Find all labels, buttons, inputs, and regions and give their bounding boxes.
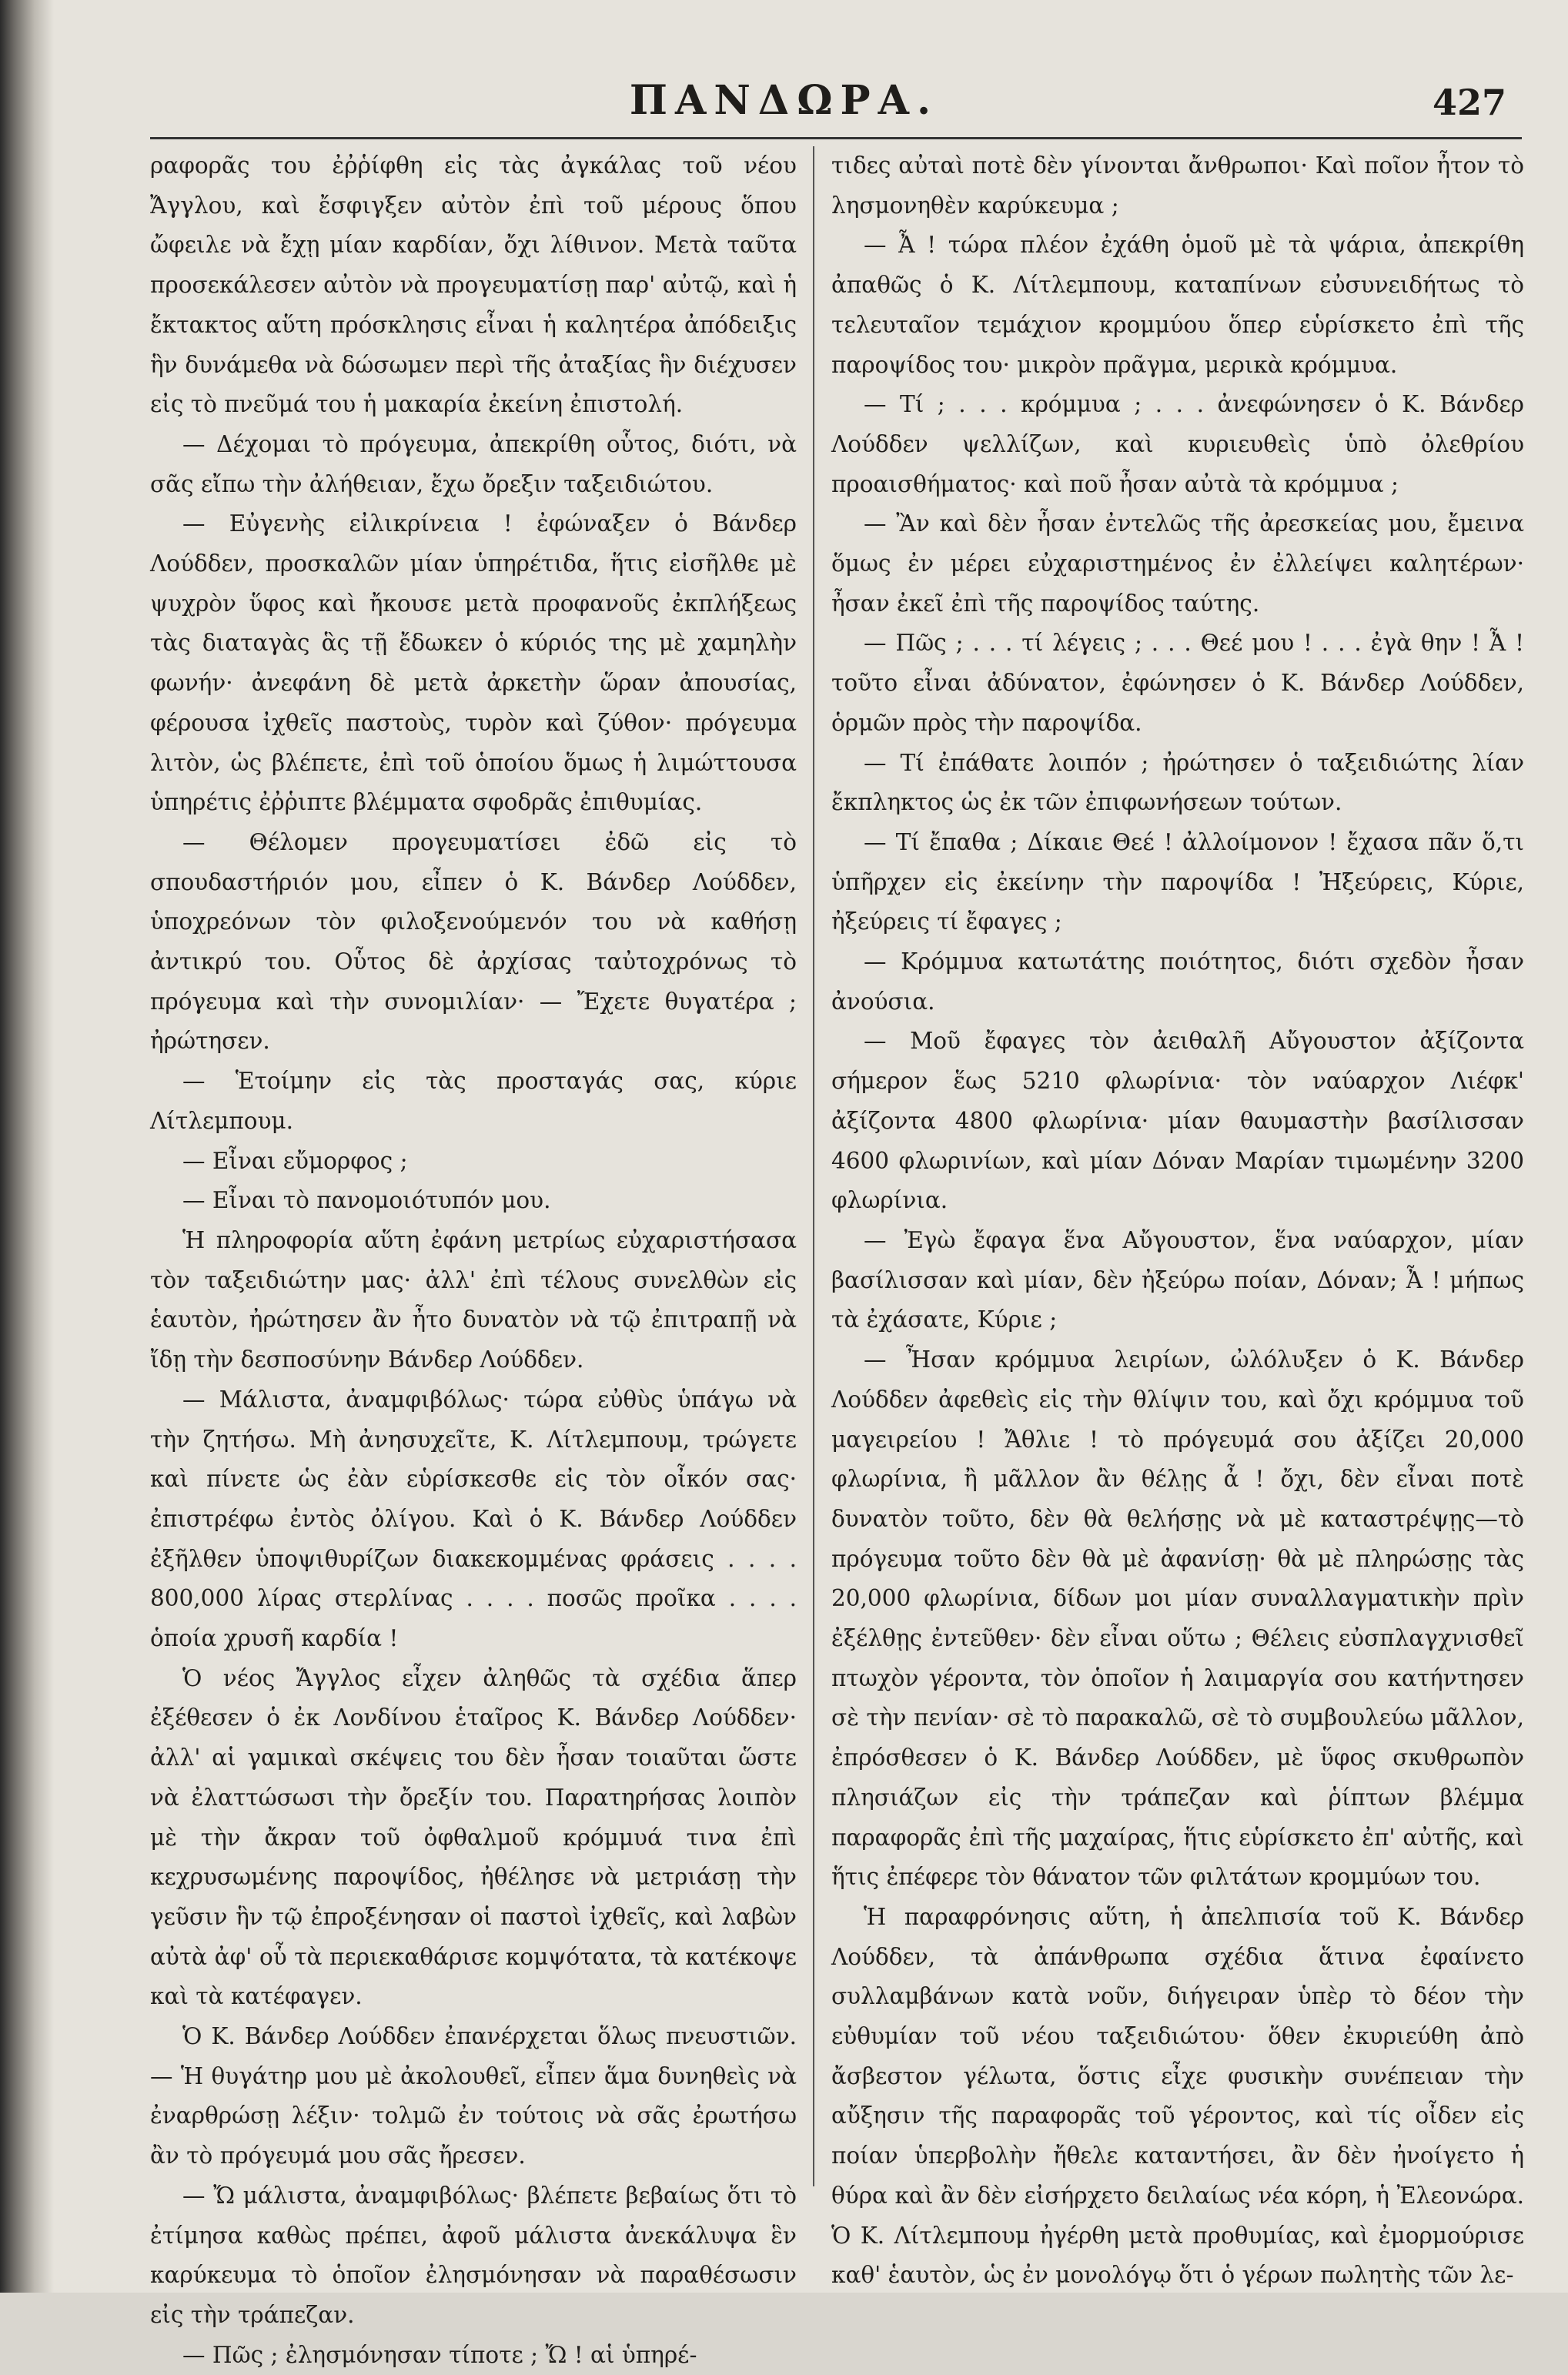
paragraph: — Τί ἔπαθα ; Δίκαιε Θεέ ! ἀλλοίμονον ! ἔχασα πᾶν ὅ,τι ὑπῆρχεν εἰς ἐκείνην τὴν παροψίδα ! Ἠξεύρεις, Κύριε, ἠξεύρεις τί ἔφαγες ; — [831, 828, 1524, 935]
paragraph: — Πῶς ; ἐλησμόνησαν τίποτε ; Ὤ ! αἱ ὑπηρέ- — [182, 2341, 697, 2368]
running-title: ΠΑΝΔΩΡΑ. — [629, 77, 939, 124]
paragraph: Ὁ Κ. Βάνδερ Λούδδεν ἐπανέρχεται ὅλως πνευστιῶν. — Ἡ θυγάτηρ μου μὲ ἀκολουθεῖ, εἶπεν ἅμα δυνηθεὶς νὰ ἐναρθρώσῃ λέξιν· τολμῶ ἐν τούτοις νὰ σᾶς ἐρωτήσω ἂν τὸ πρόγευμά μου σᾶς ἤρεσεν. — [150, 2023, 797, 2169]
paragraph: — Πῶς ; . . . τί λέγεις ; . . . Θεέ μου ! . . . ἐγὰ θην ! Ἆ ! τοῦτο εἶναι ἀδύνατον, ἐφώνησεν ὁ Κ. Βάνδερ Λούδδεν, ὁρμῶν πρὸς τὴν παροψίδα. — [831, 630, 1524, 736]
binding-shadow — [0, 0, 54, 2293]
paragraph: Ἡ πληροφορία αὕτη ἐφάνη μετρίως εὐχαριστήσασα τὸν ταξειδιώτην μας· ἀλλ' ἐπὶ τέλους συνελθὼν εἰς ἑαυτὸν, ἠρώτησεν ἂν ἦτο δυνατὸν νὰ τῷ ἐπιτραπῇ νὰ ἴδῃ τὴν δεσποσύνην Βάνδερ Λούδδεν. — [150, 1226, 797, 1373]
paragraph: — Ἐγὼ ἔφαγα ἕνα Αὔγουστον, ἕνα ναύαρχον, μίαν βασίλισσαν καὶ μίαν, δὲν ἠξεύρω ποίαν, Δόναν; Ἆ ! μήπως τὰ ἐχάσατε, Κύριε ; — [831, 1226, 1524, 1333]
paragraph: — Εὐγενὴς εἰλικρίνεια ! ἐφώναξεν ὁ Βάνδερ Λούδδεν, προσκαλῶν μίαν ὑπηρέτιδα, ἥτις εἰσῆλθε μὲ ψυχρὸν ὕφος καὶ ἤκουσε μετὰ προφανοῦς ἐκπλήξεως τὰς διαταγὰς ἃς τῇ ἔδωκεν ὁ κύριός της μὲ χαμηλὴν φωνήν· ἀνεφάνη δὲ μετὰ ἀρκετὴν ὥραν ἀπουσίας, φέρουσα ἰχθεῖς παστοὺς, τυρὸν καὶ ζύθον· πρόγευμα λιτὸν, ὡς βλέπετε, ἐπὶ τοῦ ὁποίου ὅμως ἡ λιμώττουσα ὑπηρέτις ἐῤῥιπτε βλέμματα σφοδρᾶς ἐπιθυμίας. — [150, 510, 797, 816]
paragraph: — Τί ; . . . κρόμμυα ; . . . ἀνεφώνησεν ὁ Κ. Βάνδερ Λούδδεν ψελλίζων, καὶ κυριευθεὶς ὑπὸ ὀλεθρίου προαισθήματος· καὶ ποῦ ἦσαν αὐτὰ τὰ κρόμμυα ; — [831, 391, 1524, 497]
paragraph: τιδες αὐταὶ ποτὲ δὲν γίνονται ἄνθρωποι· Καὶ ποῖον ἦτον τὸ λησμονηθὲν καρύκευμα ; — [831, 152, 1524, 219]
paragraph: — Ἑτοίμην εἰς τὰς προσταγάς σας, κύριε Λίτλεμπουμ. — [150, 1068, 797, 1134]
paragraph: — Τί ἐπάθατε λοιπόν ; ἠρώτησεν ὁ ταξειδιώτης λίαν ἔκπληκτος ὡς ἐκ τῶν ἐπιφωνήσεων τούτων. — [831, 749, 1524, 816]
paragraph: ραφορᾶς του ἐῤῥίφθη εἰς τὰς ἀγκάλας τοῦ νέου Ἄγγλου, καὶ ἔσφιγξεν αὐτὸν ἐπὶ τοῦ μέρους ὅπου ὤφειλε νὰ ἔχῃ μίαν καρδίαν, ὄχι λίθινον. Μετὰ ταῦτα προσεκάλεσεν αὐτὸν νὰ προγευματίσῃ παρ' αὐτῷ, καὶ ἡ ἔκτακτος αὕτη πρόσκλησις εἶναι ἡ καλητέρα ἀπόδειξις ἣν δυνάμεθα νὰ δώσωμεν περὶ τῆς ἀταξίας ἣν διέχυσεν εἰς τὸ πνεῦμά του ἡ μακαρία ἐκείνη ἐπιστολή. — [150, 152, 797, 418]
paragraph: — Δέχομαι τὸ πρόγευμα, ἀπεκρίθη οὗτος, διότι, νὰ σᾶς εἴπω τὴν ἀλήθειαν, ἔχω ὄρεξιν ταξειδιώτου. — [150, 430, 797, 497]
paragraph: — Μάλιστα, ἀναμφιβόλως· τώρα εὐθὺς ὑπάγω νὰ τὴν ζητήσω. Μὴ ἀνησυχεῖτε, Κ. Λίτλεμπουμ, τρώγετε καὶ πίνετε ὡς ἐὰν εὑρίσκεσθε εἰς τὸν οἶκόν σας· ἐπιστρέφω ἐντὸς ὀλίγου. Καὶ ὁ Κ. Βάνδερ Λούδδεν ἐξῆλθεν ὑποψιθυρίζων διακεκομμένας φράσεις . . . . 800,000 λίρας στερλίνας . . . . ποσῶς προῖκα . . . . ὁποία χρυσῆ καρδία ! — [150, 1386, 797, 1652]
page-number: 427 — [1432, 82, 1506, 123]
right-column — [831, 146, 1524, 2289]
paragraph: — Ἂν καὶ δὲν ἦσαν ἐντελῶς τῆς ἀρεσκείας μου, ἔμεινα ὅμως ἐν μέρει εὐχαριστημένος ἐν ἐλλείψει καλητέρων· ἦσαν ἐκεῖ ἐπὶ τῆς παροψίδος ταύτης. — [831, 510, 1524, 617]
left-column — [150, 146, 797, 2368]
column-divider — [813, 146, 814, 2186]
paragraph: — Κρόμμυα κατωτάτης ποιότητος, διότι σχεδὸν ἦσαν ἀνούσια. — [831, 948, 1524, 1015]
paragraph: — Εἶναι τὸ πανομοιότυπόν μου. — [182, 1187, 551, 1214]
paragraph: Ὁ νέος Ἄγγλος εἶχεν ἀληθῶς τὰ σχέδια ἅπερ ἐξέθεσεν ὁ ἐκ Λονδίνου ἑταῖρος Κ. Βάνδερ Λούδδεν· ἀλλ' αἱ γαμικαὶ σκέψεις του δὲν ἦσαν τοιαῦται ὥστε νὰ ἐλαττώσωσι τὴν ὄρεξίν του. Παρατηρήσας λοιπὸν μὲ τὴν ἄκραν τοῦ ὀφθαλμοῦ κρόμμυά τινα ἐπὶ κεχρυσωμένης παροψίδος, ἠθέλησε νὰ μετριάσῃ τὴν γεῦσιν ἣν τῷ ἐπροξένησαν οἱ παστοὶ ἰχθεῖς, καὶ λαβὼν αὐτὰ ἀφ' οὗ τὰ περιεκαθάρισε κομψότατα, τὰ κατέκοψε καὶ τὰ κατέφαγεν. — [150, 1664, 797, 2010]
paragraph: Ἡ παραφρόνησις αὕτη, ἡ ἀπελπισία τοῦ Κ. Βάνδερ Λούδδεν, τὰ ἀπάνθρωπα σχέδια ἅτινα ἐφαίνετο συλλαμβάνων κατὰ νοῦν, διήγειραν ὑπὲρ τὸ δέον τὴν εὐθυμίαν τοῦ νέου ταξειδιώτου· ὅθεν ἐκυριεύθη ἀπὸ ἄσβεστον γέλωτα, ὅστις εἶχε φυσικὴν συνέπειαν τὴν αὔξησιν τῆς παραφορᾶς τοῦ γέροντος, καὶ τίς οἶδεν εἰς ποίαν ὑπερβολὴν ἤθελε καταντήσει, ἂν δὲν ἠνοίγετο ἡ θύρα καὶ ἂν δὲν εἰσήρχετο δειλαίως νέα κόρη, ἡ Ἐλεονώρα. Ὁ Κ. Λίτλεμπουμ ἠγέρθη μετὰ προθυμίας, καὶ ἐμορμούρισε καθ' ἑαυτὸν, ὡς ἐν μονολόγῳ ὅτι ὁ γέρων πωλητὴς τῶν λε- — [831, 1903, 1524, 2289]
paragraph: — Ὤ μάλιστα, ἀναμφιβόλως· βλέπετε βεβαίως ὅτι τὸ ἐτίμησα καθὼς πρέπει, ἀφοῦ μάλιστα ἀνεκάλυψα ἓν καρύκευμα τὸ ὁποῖον ἐλησμόνησαν νὰ παραθέσωσιν εἰς τὴν τράπεζαν. — [150, 2182, 797, 2328]
paragraph: — Μοῦ ἔφαγες τὸν ἀειθαλῆ Αὔγουστον ἀξίζοντα σήμερον ἕως 5210 φλωρίνια· τὸν ναύαρχον Λιέφκ' ἀξίζοντα 4800 φλωρίνια· μίαν θαυμαστὴν βασίλισσαν 4600 φλωρινίων, καὶ μίαν Δόναν Μαρίαν τιμωμένην 3200 φλωρίνια. — [831, 1028, 1524, 1214]
header-rule — [150, 137, 1522, 139]
paragraph: — Θέλομεν προγευματίσει ἐδῶ εἰς τὸ σπουδαστήριόν μου, εἶπεν ὁ Κ. Βάνδερ Λούδδεν, ὑποχρεόνων τὸν φιλοξενούμενόν του νὰ καθήσῃ ἀντικρύ του. Οὗτος δὲ ἀρχίσας ταὐτοχρόνως τὸ πρόγευμα καὶ τὴν συνομιλίαν· — Ἔχετε θυγατέρα ; ἠρώτησεν. — [150, 828, 797, 1055]
paragraph: — Ἦσαν κρόμμυα λειρίων, ὠλόλυξεν ὁ Κ. Βάνδερ Λούδδεν ἀφεθεὶς εἰς τὴν θλίψιν του, καὶ ὄχι κρόμμυα τοῦ μαγειρείου ! Ἄθλιε ! τὸ πρόγευμά σου ἀξίζει 20,000 φλωρίνια, ἢ μᾶλλον ἂν θέλῃς ἆ ! ὄχι, δὲν εἶναι ποτὲ δυνατὸν τοῦτο, δὲν θὰ θελήσῃς νὰ μὲ καταστρέψῃς—τὸ πρόγευμα τοῦτο δὲν θὰ μὲ ἀφανίσῃ· θὰ μὲ πληρώσῃς τὰς 20,000 φλωρίνια, δίδων μοι μίαν συναλλαγματικὴν πρὶν ἐξέλθῃς ἐντεῦθεν· δὲν εἶναι οὕτω ; Θέλεις εὐσπλαγχνισθεῖ πτωχὸν γέροντα, τὸν ὁποῖον ἡ λαιμαργία σου κατήντησεν σὲ τὴν πενίαν· σὲ τὸ παρακαλῶ, σὲ τὸ συμβουλεύω μᾶλλον, ἐπρόσθεσεν ὁ Κ. Βάνδερ Λούδδεν, μὲ ὕφος σκυθρωπὸν πλησιάζων εἰς τὴν τράπεζαν καὶ ῥίπτων βλέμμα παραφορᾶς ἐπὶ τῆς μαχαίρας, ἥτις εὑρίσκετο ἐπ' αὐτῆς, καὶ ἥτις ἐπέφερε τὸν θάνατον τῶν φιλτάτων κρομμύων του. — [831, 1346, 1524, 1891]
paragraph: — Ἆ ! τώρα πλέον ἐχάθη ὁμοῦ μὲ τὰ ψάρια, ἀπεκρίθη ἀπαθῶς ὁ Κ. Λίτλεμπουμ, καταπίνων εὐσυνειδήτως τὸ τελευταῖον τεμάχιον κρομμύου ὅπερ εὑρίσκετο ἐπὶ τῆς παροψίδος του· μικρὸν πρᾶγμα, μερικὰ κρόμμυα. — [831, 232, 1524, 378]
page-header — [0, 77, 1568, 146]
paragraph: — Εἶναι εὔμορφος ; — [182, 1147, 408, 1174]
